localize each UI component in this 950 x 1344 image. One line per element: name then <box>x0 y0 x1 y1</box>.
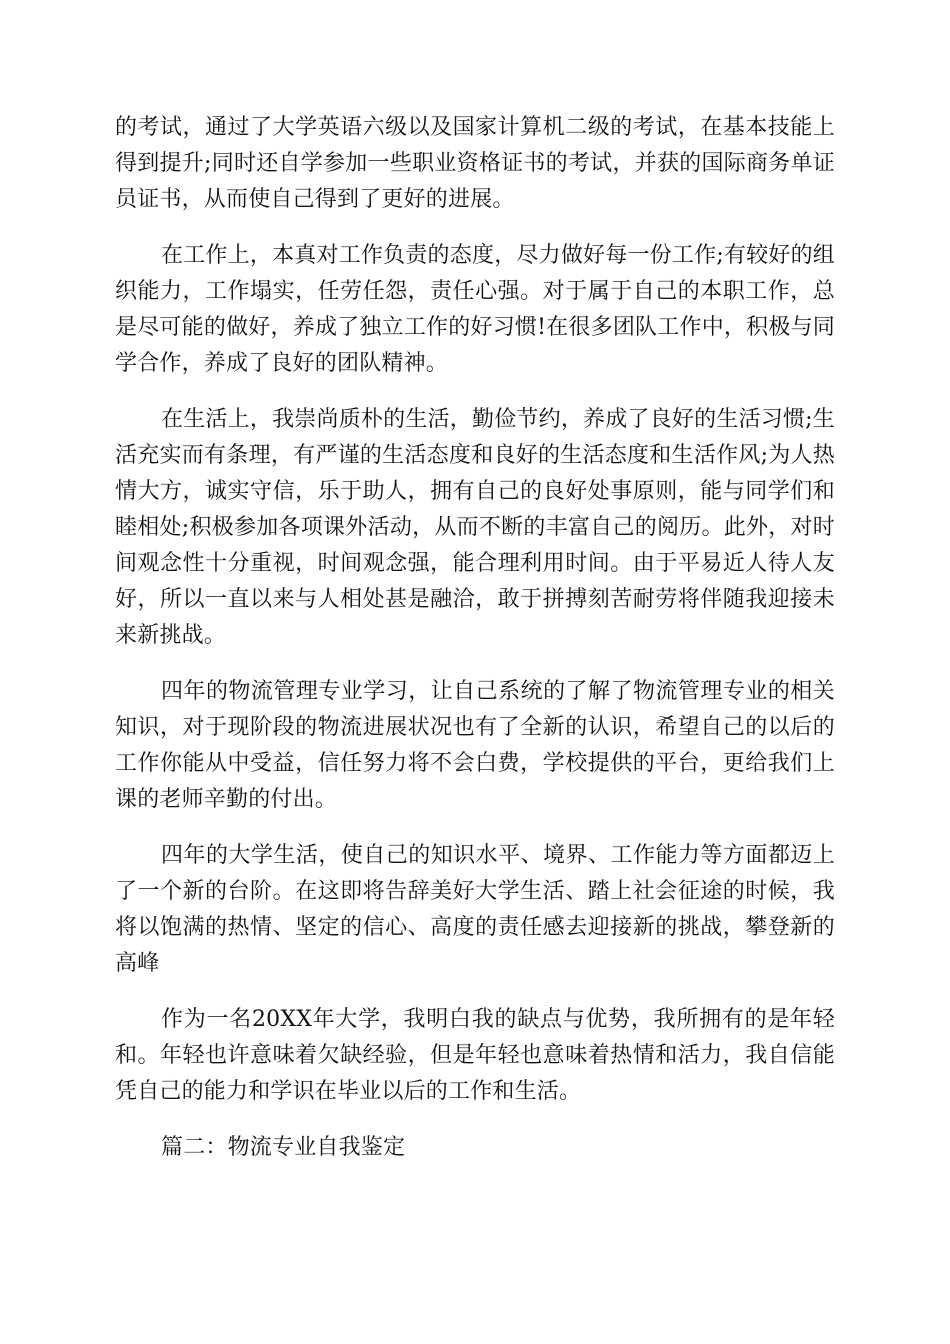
paragraph-university-life: 四年的大学生活，使自己的知识水平、境界、工作能力等方面都迈上了一个新的台阶。在这即将告辞美好大学生活、踏上社会征途的时候，我将以饱满的热情、坚定的信心、高度的责任感去迎接新的挑战，攀登新的高峰 <box>115 843 835 976</box>
paragraph-continuation: 的考试，通过了大学英语六级以及国家计算机二级的考试，在基本技能上得到提升;同时还自学参加一些职业资格证书的考试，并获的国际商务单证员证书，从而使自己得到了更好的进展。 <box>115 115 835 212</box>
paragraph-life: 在生活上，我崇尚质朴的生活，勤俭节约，养成了良好的生活习惯;生活充实而有条理，有严谨的生活态度和良好的生活态度和生活作风;为人热情大方，诚实守信，乐于助人，拥有自己的良好处事原则，能与同学们和睦相处;积极参加各项课外活动，从而不断的丰富自己的阅历。此外，对时间观念性十分重视，时间观念强，能合理利用时间。由于平易近人待人友好，所以一直以来与人相处甚是融洽，敢于拼搏刻苦耐劳将伴随我迎接未来新挑战。 <box>115 407 835 648</box>
document-body <box>115 110 835 1186</box>
section-heading: 篇二：物流专业自我鉴定 <box>161 1135 406 1160</box>
paragraph-study: 四年的物流管理专业学习，让自己系统的了解了物流管理专业的相关知识，对于现阶段的物流进展状况也有了全新的认识，希望自己的以后的工作你能从中受益，信任努力将不会白费，学校提供的平台，更给我们上课的老师辛勤的付出。 <box>115 679 835 812</box>
paragraph-conclusion: 作为一名20XX年大学，我明白我的缺点与优势，我所拥有的是年轻和。年轻也许意味着欠缺经验，但是年轻也意味着热情和活力，我自信能凭自己的能力和学识在毕业以后的工作和生活。 <box>115 1007 835 1104</box>
paragraph-work: 在工作上，本真对工作负责的态度，尽力做好每一份工作;有较好的组织能力，工作塌实，任劳任怨，责任心强。对于属于自己的本职工作，总是尽可能的做好，养成了独立工作的好习惯!在很多团队工作中，积极与同学合作，养成了良好的团队精神。 <box>115 243 835 376</box>
